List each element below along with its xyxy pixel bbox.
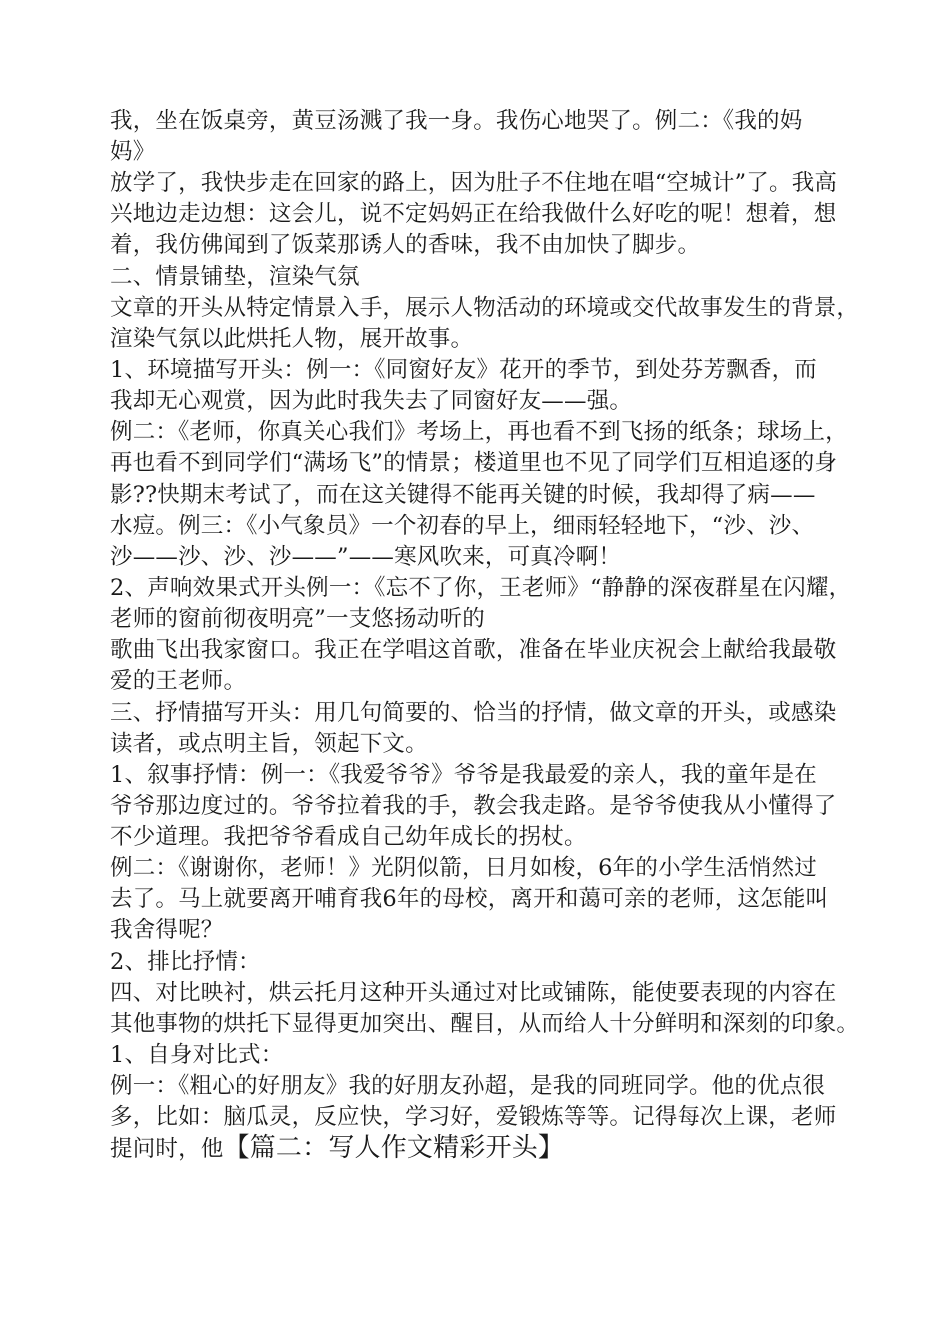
text-line: 我舍得呢？	[110, 917, 224, 943]
text-line: 文章的开头从特定情景入手，展示人物活动的环境或交代故事发生的背景，	[110, 295, 860, 321]
section-heading: 四、对比映衬，烘云托月这种开头通过对比或铺陈，能使要表现的内容在	[110, 980, 837, 1006]
text-line: 爷爷那边度过的。爷爷拉着我的手，教会我走路。是爷爷使我从小懂得了	[110, 793, 837, 819]
text-line: 例二：《老师，你真关心我们》考场上，再也看不到飞扬的纸条；球场上，	[110, 419, 848, 445]
text-line: 1、环境描写开头：例一：《同窗好友》花开的季节，到处芬芳飘香，而	[110, 357, 817, 383]
text-line: 沙——沙、沙、沙——”——寒风吹来，可真冷啊！	[110, 544, 622, 570]
text-line: 2、排比抒情：	[110, 949, 261, 975]
text-line: 其他事物的烘托下显得更加突出、醒目，从而给人十分鲜明和深刻的印象。	[110, 1011, 860, 1037]
text-line: 1、叙事抒情：例一：《我爱爷爷》爷爷是我最爱的亲人，我的童年是在	[110, 762, 817, 788]
text-line: 爱的王老师。	[110, 668, 247, 694]
text-line: 再也看不到同学们“满场飞”的情景；楼道里也不见了同学们互相追逐的身	[110, 450, 838, 476]
text-line: 我却无心观赏，因为此时我失去了同窗好友——强。	[110, 388, 633, 414]
text-line: 妈》	[110, 139, 156, 165]
text-line	[110, 1133, 564, 1164]
text-line: 例一：《粗心的好朋友》我的好朋友孙超，是我的同班同学。他的优点很	[110, 1073, 826, 1099]
text-line: 放学了，我快步走在回家的路上，因为肚子不住地在唱“空城计”了。我高	[110, 170, 838, 196]
article-heading: 【篇二：写人作文精彩开头】	[223, 1133, 565, 1163]
section-heading: 三、抒情描写开头：用几句简要的、恰当的抒情，做文章的开头，或感染	[110, 700, 837, 726]
text-line: 水痘。例三：《小气象员》一个初春的早上，细雨轻轻地下，“沙、沙、	[110, 513, 815, 539]
text-line: 读者，或点明主旨，领起下文。	[110, 731, 428, 757]
last-line-text: 提问时，他	[110, 1136, 224, 1162]
text-line: 1、自身对比式：	[110, 1042, 284, 1068]
text-line: 不少道理。我把爷爷看成自己幼年成长的拐杖。	[110, 824, 587, 850]
section-heading: 二、情景铺垫，渲染气氛	[110, 264, 360, 290]
text-line: 渲染气氛以此烘托人物，展开故事。	[110, 326, 474, 352]
text-line: 兴地边走边想：这会儿，说不定妈妈正在给我做什么好吃的呢！想着，想	[110, 201, 837, 227]
text-line: 我，坐在饭桌旁，黄豆汤溅了我一身。我伤心地哭了。例二：《我的妈	[110, 108, 803, 134]
text-line: 2、声响效果式开头例一：《忘不了你，王老师》“静静的深夜群星在闪耀，	[110, 575, 852, 601]
text-line: 多，比如：脑瓜灵，反应快，学习好，爱锻炼等等。记得每次上课，老师	[110, 1104, 837, 1130]
text-line: 去了。马上就要离开哺育我6年的母校，离开和蔼可亲的老师，这怎能叫	[110, 886, 829, 912]
text-line: 例二：《谢谢你，老师！》光阴似箭，日月如梭，6年的小学生活悄然过	[110, 855, 817, 881]
text-line: 影??快期末考试了，而在这关键得不能再关键的时候，我却得了病——	[110, 482, 816, 508]
text-line: 歌曲飞出我家窗口。我正在学唱这首歌，准备在毕业庆祝会上献给我最敬	[110, 637, 837, 663]
text-line: 着，我仿佛闻到了饭菜那诱人的香味，我不由加快了脚步。	[110, 232, 701, 258]
text-line: 老师的窗前彻夜明亮”一支悠扬动听的	[110, 606, 485, 632]
